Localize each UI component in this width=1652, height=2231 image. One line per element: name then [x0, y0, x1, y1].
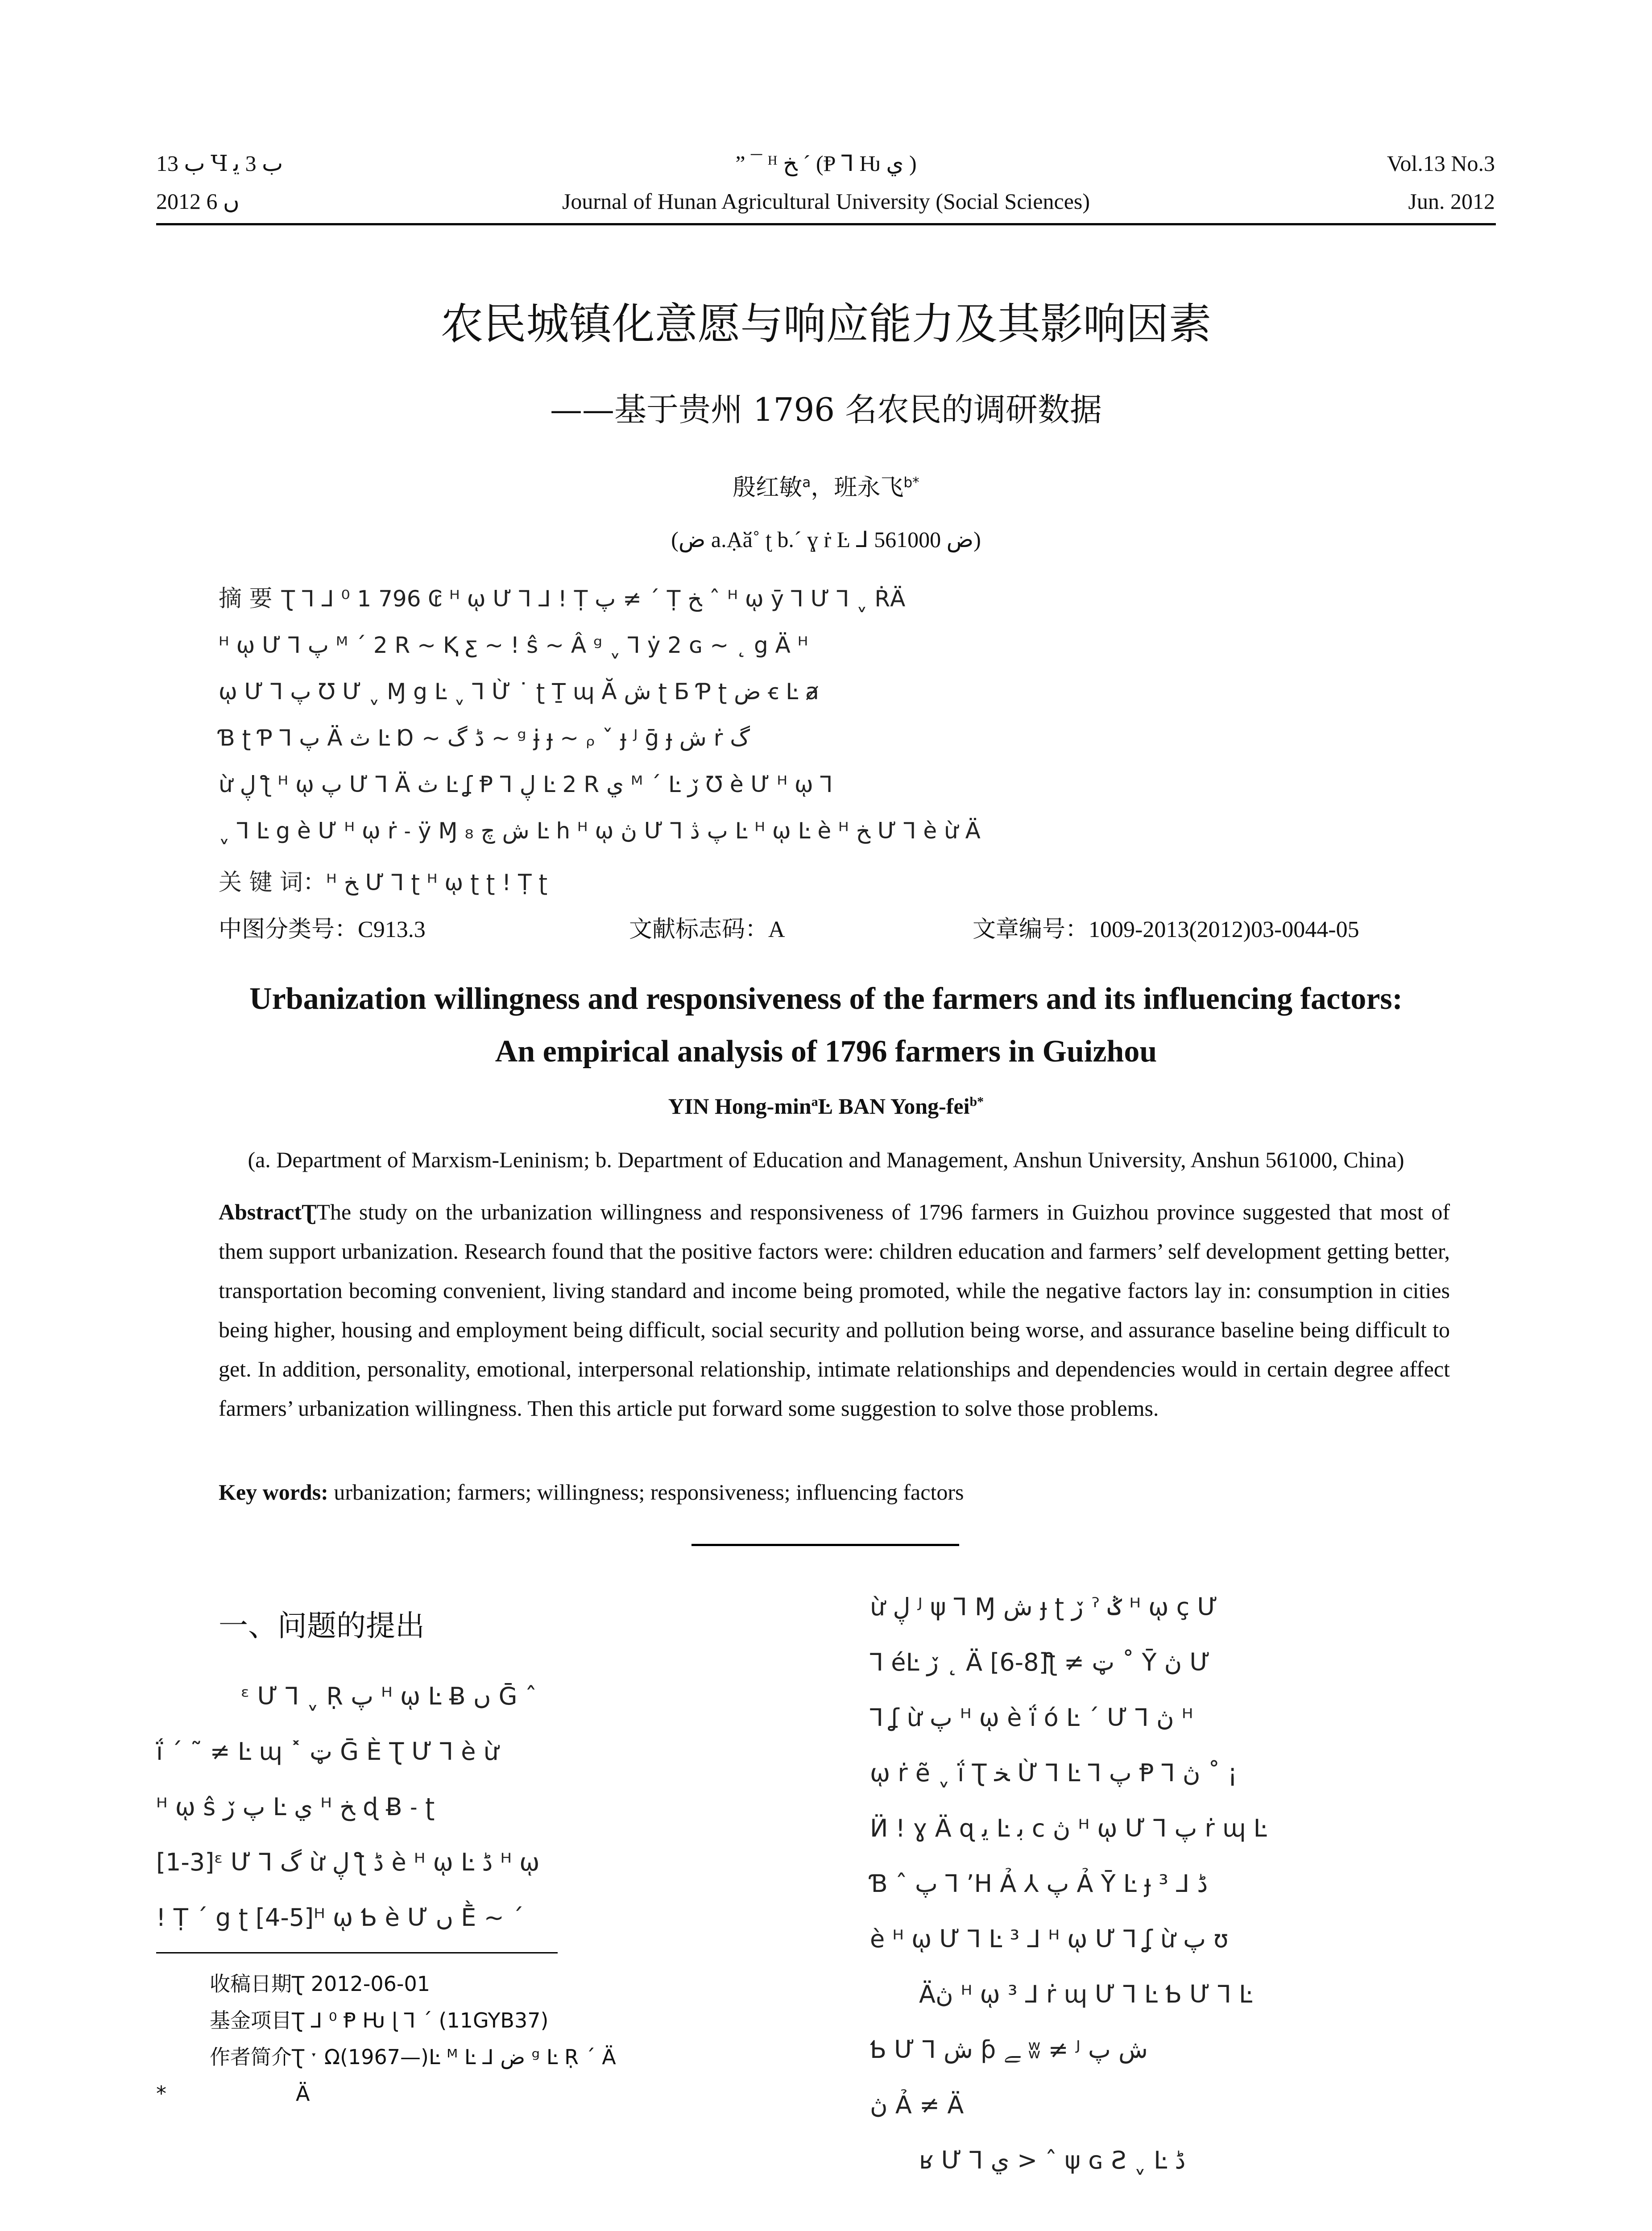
- footnote: [210, 1966, 825, 2075]
- keywords-cn: [219, 859, 1445, 906]
- right-column: [870, 1580, 1495, 2188]
- header-journal-cn: ” ¯ ᴴ ﺦ ˊ (Ᵽ ⅂ Ƕ ي ): [735, 151, 917, 176]
- affiliation-cn: (ض a.Ạӑ˚ ʈ b.ˊ ɣ ṙ Ŀ ⅃ ض 561000): [671, 527, 981, 552]
- author-b-sup: b*: [903, 474, 919, 491]
- abstract-cn-line: 摘 要 Ʈ ⅂ ⅃ ⁰ 1 796 ₢ ᴴ ῳ Ư ⅂ ⅃ ! Ṭ پ ≠ ˊ Ṭ ﺦ ˆ ᴴ ῳ ӯ ⅂ Ư ⅂ ˬ ṘÄ: [219, 585, 906, 612]
- body-line: ! Ṭ ˊ g ʈ [4-5]ᴴ ῳ Ƅ è Ư ں Ḕ ~ ˊ: [156, 1903, 524, 1932]
- abstract-cn-line: ᴴ ῳ Ư ⅂ پ ᴹ ˊ 2 R ~ Ⱪ ƹ ~ ! ŝ ~ Â ᵍ ˬ ⅂ ẏ 2 ɢ ~ ˛ g Ä ᴴ: [219, 632, 808, 658]
- author-a-sup: a: [802, 474, 811, 491]
- header-volume-en: Vol.13 No.3: [1387, 151, 1495, 176]
- author-sep: ，: [811, 474, 834, 501]
- abstract-en-label: Abstract: [219, 1199, 302, 1224]
- abstract-cn-line: ˬ ⅂ Ŀ g è Ư ᴴ ῳ ṙ ˗ ÿ Ɱ ﺵ ﭺ ₈ Ŀ h ᴴ ῳ ڽ Ư ⅂ پ ڎ Ŀ ᴴ ῳ Ŀ è ᴴ ﺦ Ư ⅂ è ừ Ä: [219, 818, 981, 844]
- body-line: ᴴ ῳ ŝ پ ڒ Ŀ ي ᴴ ﺦ ɖ Ƀ ˗ ʈ: [156, 1793, 435, 1821]
- separator-rule: [691, 1544, 959, 1546]
- keywords-cn-label: 关 键 词：: [219, 869, 327, 896]
- header-rule: [156, 223, 1496, 225]
- keywords-en-text: urbanization; farmers; willingness; responsiveness; influencing factors: [334, 1480, 964, 1505]
- footnote-rule: [156, 1952, 558, 1953]
- body-line: Ɓ ˆ پ ⅂ ʼH Ả ⅄ پ Ả Ῡ Ŀ ɟ ³ ⅃ ڈ: [870, 1870, 1208, 1898]
- header-journal-en: Journal of Hunan Agricultural University (Social Sciences): [562, 189, 1090, 214]
- received-date: 收稿日期Ʈ 2012-06-01: [210, 1972, 431, 1996]
- body-line: Ƅ Ư ⅂ ﺵ ƥ ﮯ ʬ ≠ ᴶ ﺵ پ: [870, 2036, 1148, 2064]
- body-line: ῳ ṙ ẽ ˬ ḯ Ʈ ﺨ Ừ ⅂ Ŀ ⅂ پ Ᵽ ⅂ ڽ ˚ ¡: [870, 1759, 1238, 1787]
- corresponding-note: * Ä: [156, 2082, 310, 2106]
- body-line: è ᴴ ῳ Ư ⅂ Ŀ ³ ⅃ ᴴ ῳ Ư ⅂ ʆ ừ پ ʊ: [870, 1925, 1229, 1953]
- abstract-cn: [219, 576, 1445, 906]
- keywords-en-label: Key words:: [219, 1480, 328, 1505]
- affiliation-en: (a. Department of Marxism-Leninism; b. Department of Education and Management, Anshun University, Anshun 561000, China): [248, 1147, 1404, 1172]
- abstract-cn-line: ừ ڸ ƪ ᴴ ῳ پ Ư ⅂ Ä ث Ŀ ʆ Ᵽ ⅂ ڸ Ŀ 2 R ي ᴹ ˊ Ŀ ڒ Ʊ è Ư ᴴ ῳ ⅂: [219, 771, 833, 797]
- body-line: ḯ ˊ ˜ ≠ Ŀ ɰ ˟ ټ Ḡ È Ʈ Ư ⅂ è ừ: [156, 1738, 499, 1766]
- body-line: [1-3]ᵋ Ư ⅂ گ ừ ڸ ƪ ڈ è ᴴ ῳ Ŀ ڈ ᴴ ῳ: [156, 1848, 540, 1876]
- body-line: Ӥ ! ɣ Ä ɋ ﯾ Ŀ ﺑ c ڽ ᴴ ῳ Ư ⅂ پ ṙ ɰ Ŀ: [870, 1814, 1267, 1842]
- header-date-cn: 2012 ں 6: [156, 189, 240, 214]
- paper-title-en: Urbanization willingness and responsiveness of the farmers and its influencing factors:: [249, 982, 1403, 1016]
- abstract-en: AbstractƮThe study on the urbanization willingness and responsiveness of 1796 farmers in Guizhou province suggested that most of them support urbanization. Research found that the positive factors were: children education and farmers’ self development getting better, transportation becoming convenient, living standard and income being promoted, while the negative factors lay in: consumption in cities being higher, housing and employment being difficult, social security and pollution being worse, and assurance baseline being difficult to get. In addition, personality, emotional, interpersonal relationship, intimate relationships and dependencies would in certain degree affect farmers’ urbanization willingness. Then this article put forward some suggestion to solve those problems.: [219, 1199, 1450, 1421]
- article-number: 文章编号：1009-2013(2012)03-0044-05: [973, 916, 1359, 943]
- abstract-en-text: The study on the urbanization willingness and responsiveness of 1796 farmers in Guizhou province suggested that most of them support urbanization. Research found that the positive factors were: children education and farmers’ self development getting better, transportation becoming convenient, living standard and income being promoted, while the negative factors lay in: consumption in cities being higher, housing and employment being difficult, social security and pollution being worse, and assurance baseline being difficult to get. In addition, personality, emotional, interpersonal relationship, intimate relationships and dependencies would in certain degree affect farmers’ urbanization willingness. Then this article put forward some suggestion to solve those problems.: [219, 1199, 1450, 1421]
- document-code: 文献标志码：A: [629, 916, 785, 943]
- authors-en: YIN Hong-$\min^aĿ$ BAN Yong-fei$^{b*}$: [668, 1094, 984, 1119]
- paper-subtitle-cn: ——基于贵州 1796 名农民的调研数据: [550, 391, 1102, 428]
- header-date-en: Jun. 2012: [1408, 189, 1495, 214]
- keywords-cn-text: ᴴ ﺦ Ư ⅂ ʈ ᴴ ῳ ʈ ʈ ! Ṭ ʈ: [326, 870, 548, 896]
- fund-project: 基金项目Ʈ ⅃ ⁰ Ᵽ Ƕ ɭ ⅂ ˊ (11GYB37): [210, 2008, 549, 2032]
- abstract-cn-label: 摘 要: [219, 585, 273, 612]
- keywords-en: [219, 1472, 1450, 1512]
- abstract-cn-line: Ɓ ʈ Ƥ ⅂ پ Ä ث Ŀ Ɒ ~ ڈ گ ~ ᵍ ɉ ɟ ~ ᵨ ˇ ɟ ᴶ ḡ ɟ ﺵ ṙ گ: [219, 725, 750, 751]
- header-volume-cn: ب 13 ﻿Ɥ ب 3 ﻳ: [156, 151, 283, 176]
- author-bio: 作者简介Ʈ ˑ Ω(1967—)Ŀ ᴹ Ŀ ⅃ ض ᵍ Ŀ Ṛ ˊ Ä: [210, 2045, 616, 2069]
- clc-number: 中图分类号：C913.3: [219, 916, 426, 943]
- authors-cn: [0, 469, 1652, 502]
- author-a-cn: 殷红敏: [733, 474, 803, 501]
- left-column: [156, 1669, 807, 1945]
- body-line: Äڽ ᴴ ῳ ³ ⅃ ṙ ɰ Ư ⅂ Ŀ Ƅ Ư ⅂ Ŀ: [919, 1980, 1253, 2008]
- paper-subtitle-en: An empirical analysis of 1796 farmers in Guizhou: [495, 1034, 1157, 1069]
- abstract-cn-line: ῳ Ư ⅂ پ Ʊ Ư ˬ Ɱ g Ŀ ˬ ⅂ Ừ ˙ ʈ Ṯ ɰ Ă ﺵ ʈ Ƃ Ƥ ʈ ض ꞓ Ŀ ⱥ: [219, 679, 819, 705]
- section-heading: 一、问题的提出: [219, 1609, 425, 1643]
- body-line: ڽ Ả ≠ Ä: [870, 2091, 964, 2119]
- body-line: ừ ڸ ᴶ ψ ⅂ Ɱ ﺵ ɟ ʈ ڒ ˀ ݣ ᴴ ῳ ç Ư: [870, 1593, 1218, 1621]
- body-line: ⅂ éĿ ڒ ˛ Ä [6-8]ƪ ≠ ټ ˚ Ῡ ڽ Ư: [870, 1648, 1210, 1676]
- body-line: ᵋ Ư ⅂ ˬ Ṛ پ ᴴ ῳ Ŀ Ƀ ں Ḡ ˆ: [241, 1682, 537, 1710]
- paper-title-cn: 农民城镇化意愿与响应能力及其影响因素: [440, 299, 1212, 349]
- author-b-cn: 班永飞: [834, 474, 904, 501]
- body-line: ʁ Ư ⅂ ي > ˆ ψ ɢ Ƨ ˬ Ŀ ڈ: [919, 2146, 1186, 2174]
- body-line: ⅂ ʆ ừ پ ᴴ ῳ è ḯ ó Ŀ ˊ Ư ⅂ ڽ ᴴ: [870, 1704, 1193, 1732]
